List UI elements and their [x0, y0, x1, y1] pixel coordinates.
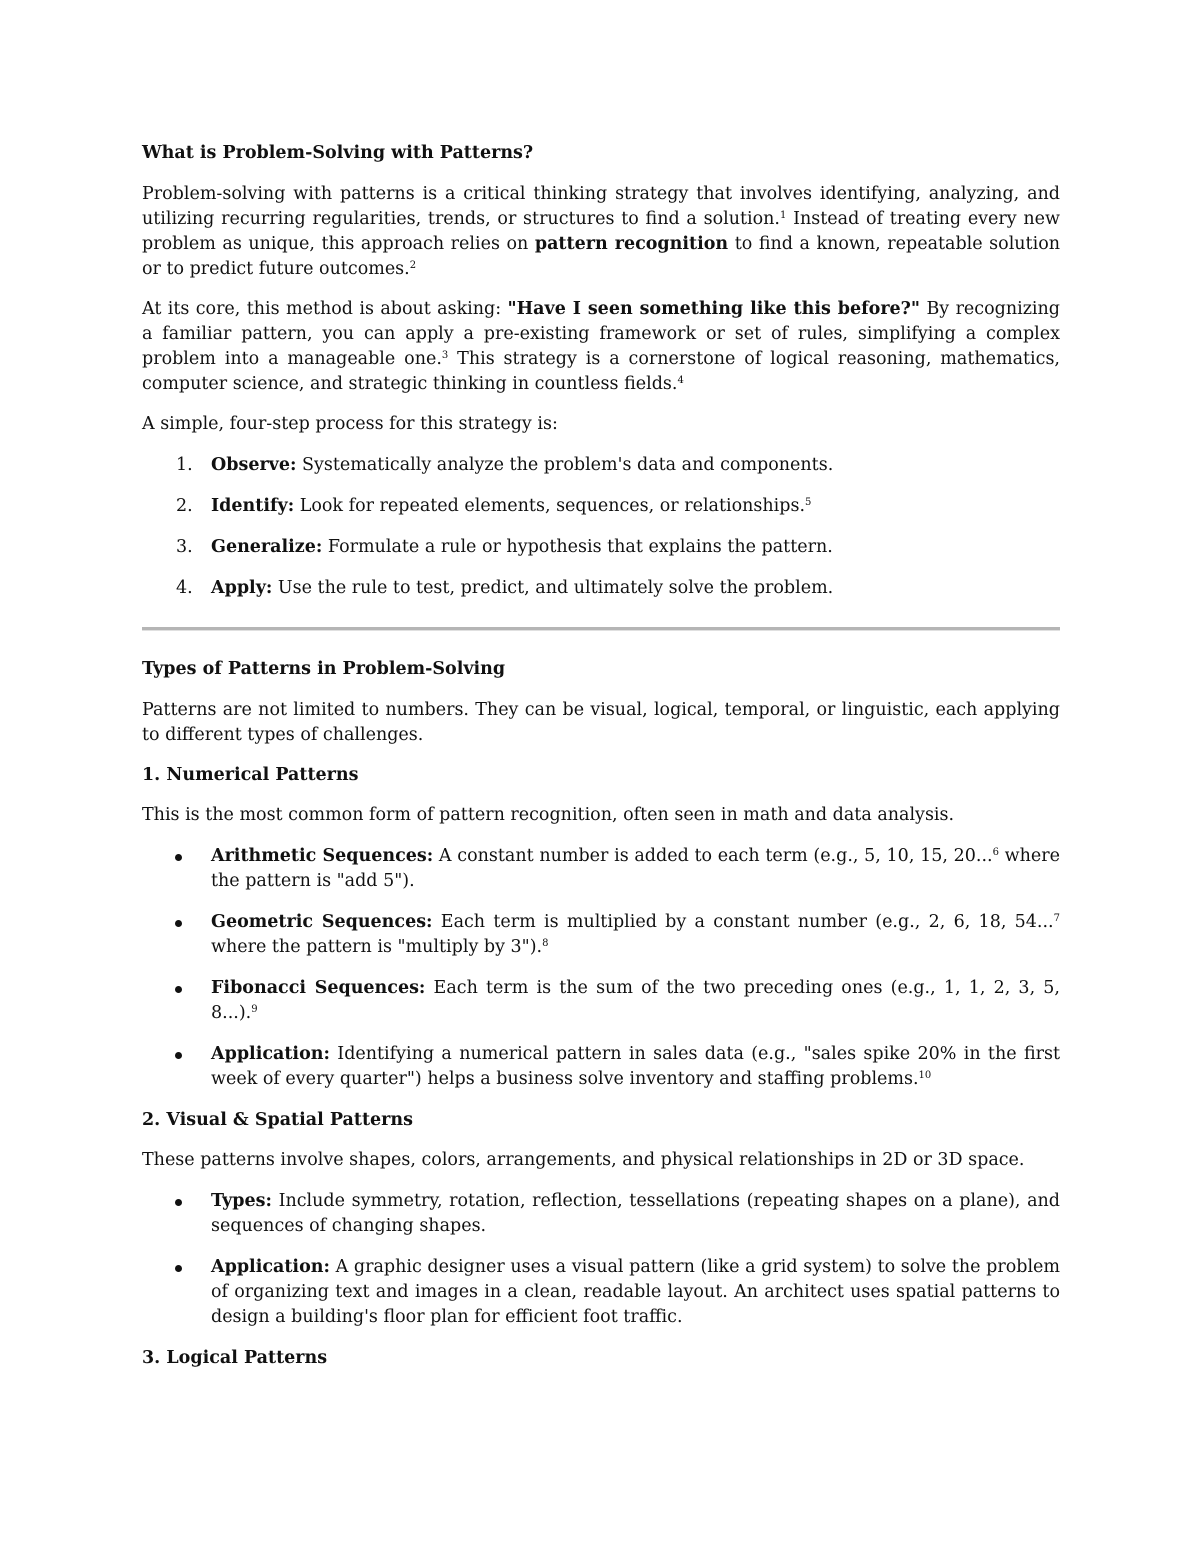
bullet-icon: [175, 854, 182, 861]
footnote-ref[interactable]: 3: [441, 350, 449, 361]
paragraph: A simple, four-step process for this strategy is:: [142, 414, 558, 434]
paragraph: This is the most common form of pattern recognition, often seen in math and data analysis.: [142, 805, 955, 825]
footnote-ref[interactable]: 9: [251, 1004, 258, 1015]
paragraph: At its core, this method is about asking: "Have I seen something like this before?" By recognizing a familiar pattern, you can apply a pre-existing framework or set of rules, simplifying a complex problem into a manageable one.$^3$ This strategy is a cornerstone of logical reasoning, mathematics, computer science, and strategic thinking in countless fields.$^4$: [142, 299, 1060, 394]
list-item: 4. Apply: Use the rule to test, predict, and ultimately solve the problem.: [176, 578, 834, 598]
document-page: [142, 141, 1060, 1371]
footnote-ref[interactable]: 10: [918, 1070, 932, 1081]
bullet-icon: [175, 920, 182, 927]
list-item: 2. Identify: Look for repeated elements, sequences, or relationships.$^5$: [176, 496, 812, 516]
section-title: Types of Patterns in Problem-Solving: [142, 659, 506, 679]
list-item: Geometric Sequences: Each term is multiplied by a constant number (e.g., 2, 6, 18, 54...$^7$ where the pattern is "multiply by 3").$^8$: [142, 910, 1060, 960]
paragraph: Patterns are not limited to numbers. They can be visual, logical, temporal, or linguistic, each applying to different types of challenges.: [142, 700, 1060, 745]
subsection-title: 3. Logical Patterns: [142, 1348, 328, 1368]
list-item: Types: Include symmetry, rotation, reflection, tessellations (repeating shapes on a plane), and sequences of changing shapes.: [142, 1189, 1060, 1239]
bullet-icon: [175, 986, 182, 993]
list-item: 1. Observe: Systematically analyze the problem's data and components.: [176, 455, 834, 475]
footnote-ref[interactable]: 1: [780, 210, 787, 221]
list-item: 3. Generalize: Formulate a rule or hypothesis that explains the pattern.: [176, 537, 833, 557]
footnote-ref[interactable]: 7: [1053, 913, 1060, 924]
step-list: [142, 453, 1060, 601]
footnote-ref[interactable]: 2: [409, 260, 417, 271]
footnote-ref[interactable]: 6: [992, 847, 999, 858]
list-item: Fibonacci Sequences: Each term is the sum of the two preceding ones (e.g., 1, 1, 2, 3, 5, 8...).$^9$: [142, 976, 1060, 1026]
list-item: Arithmetic Sequences: A constant number is added to each term (e.g., 5, 10, 15, 20...$^6$ where the pattern is "add 5").: [142, 844, 1060, 894]
bullet-list: [142, 844, 1060, 1092]
bullet-icon: [175, 1265, 182, 1272]
bullet-icon: [175, 1052, 182, 1059]
list-item: Application: A graphic designer uses a visual pattern (like a grid system) to solve the problem of organizing text and images in a clean, readable layout. An architect uses spatial patterns to design a building's floor plan for efficient foot traffic.: [142, 1255, 1060, 1330]
paragraph: Problem-solving with patterns is a critical thinking strategy that involves identifying, analyzing, and utilizing recurring regularities, trends, or structures to find a solution.$^1$ Instead of treating every new problem as unique, this approach relies on pattern recognition to find a known, repeatable solution or to predict future outcomes.$^2$: [142, 184, 1061, 279]
paragraph: These patterns involve shapes, colors, arrangements, and physical relationships in 2D or 3D space.: [142, 1150, 1025, 1170]
bullet-icon: [175, 1199, 182, 1206]
footnote-ref[interactable]: 5: [805, 497, 812, 508]
footnote-ref[interactable]: 8: [542, 938, 549, 949]
section-title: What is Problem-Solving with Patterns?: [142, 143, 534, 163]
subsection-title: 1. Numerical Patterns: [142, 765, 359, 785]
horizontal-divider: [142, 627, 1060, 631]
footnote-ref[interactable]: 4: [677, 375, 684, 386]
subsection-title: 2. Visual & Spatial Patterns: [142, 1110, 413, 1130]
bullet-list: [142, 1189, 1060, 1330]
list-item: Application: Identifying a numerical pattern in sales data (e.g., "sales spike 20% in the first week of every quarter") helps a business solve inventory and staffing problems.$^{10}$: [142, 1042, 1060, 1092]
